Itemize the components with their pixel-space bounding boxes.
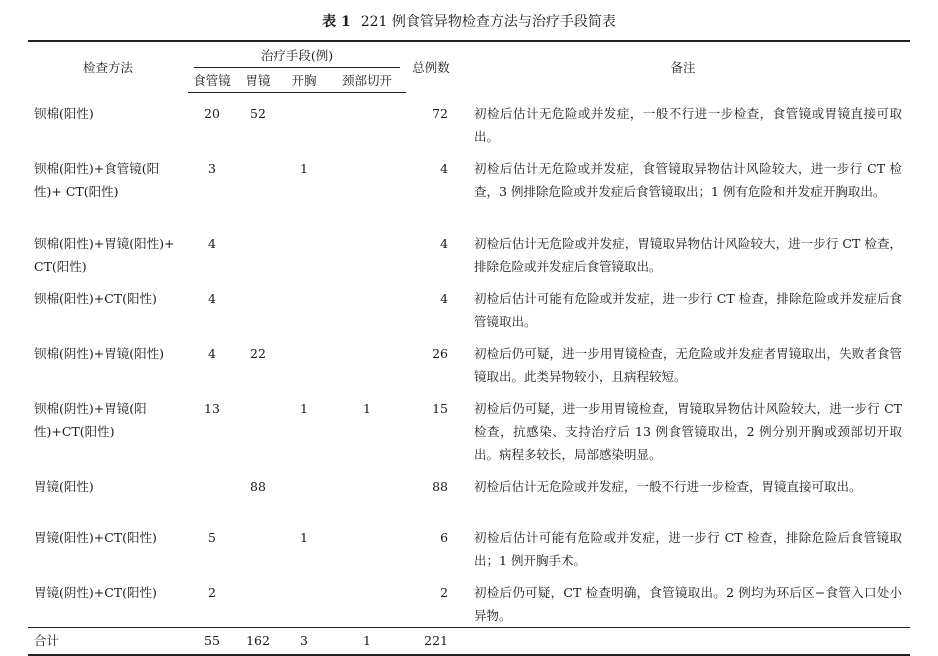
cell-neck-incision <box>328 517 406 572</box>
cell-esophagoscope: 4 <box>208 290 216 306</box>
table-row <box>28 466 910 517</box>
summary-esophagoscope: 55 <box>188 627 236 655</box>
cell-esophagoscope <box>188 466 236 517</box>
summary-row <box>28 627 910 655</box>
cell-note: 初检后估计无危险或并发症，胃镜取异物估计风险较大，进一步行 CT 检查，排除危险或并发症后食管镜取出。 <box>474 235 903 274</box>
cell-neck-incision: 1 <box>363 400 371 416</box>
cell-note: 初检后仍可疑，进一步用胃镜检查，胃镜取异物估计风险较大，进一步行 CT 检查，抗感染、支持治疗后 13 例食管镜取出，2 例分别开胸或颈部切开取出。病程多较长，局部感染明显。 <box>474 400 903 462</box>
cell-total: 2 <box>440 584 449 600</box>
cell-gastroscope <box>236 517 280 572</box>
cell-method: 胃镜(阳性)+CT(阳性) <box>34 529 157 545</box>
header-total: 总例数 <box>406 41 456 93</box>
table-row <box>28 388 910 466</box>
cell-total: 15 <box>432 400 449 416</box>
table-row <box>28 278 910 333</box>
cell-neck-incision <box>328 148 406 223</box>
cell-gastroscope: 52 <box>250 106 266 121</box>
summary-note <box>456 627 910 655</box>
cell-total: 26 <box>432 345 449 361</box>
cell-thoracotomy <box>280 333 328 388</box>
cell-gastroscope <box>236 388 280 466</box>
summary-label: 合计 <box>28 627 188 655</box>
table-caption <box>0 12 938 32</box>
cell-thoracotomy: 1 <box>300 529 308 545</box>
cell-thoracotomy <box>280 278 328 333</box>
cell-gastroscope <box>236 572 280 628</box>
header-esophagoscope: 食管镜 <box>188 68 236 93</box>
summary-gastroscope: 162 <box>236 627 280 655</box>
cell-method: 胃镜(阳性) <box>34 478 94 494</box>
cell-method: 钡棉(阴性)+胃镜(阳性) <box>34 345 164 361</box>
cell-note: 初检后估计无危险或并发症，一般不行进一步检查，胃镜直接可取出。 <box>474 478 862 494</box>
cell-thoracotomy <box>280 466 328 517</box>
cell-gastroscope <box>236 223 280 278</box>
cell-thoracotomy <box>280 93 328 148</box>
cell-neck-incision <box>328 93 406 148</box>
cell-esophagoscope: 5 <box>208 529 216 545</box>
cell-method: 钡棉(阳性)+食管镜(阳性)+ CT(阳性) <box>34 160 160 199</box>
header-gastroscope: 胃镜 <box>236 68 280 93</box>
table-row <box>28 148 910 223</box>
cell-thoracotomy: 1 <box>300 400 308 416</box>
table-row <box>28 517 910 572</box>
cell-total: 72 <box>432 105 449 121</box>
header-note: 备注 <box>456 41 910 93</box>
caption-title: 221 例食管异物检查方法与治疗手段简表 <box>360 14 616 30</box>
cell-neck-incision <box>328 278 406 333</box>
caption-label: 表 1 <box>322 14 351 30</box>
header-treatment-group: 治疗手段(例) <box>188 41 406 68</box>
cell-esophagoscope: 20 <box>204 106 220 121</box>
table-row <box>28 223 910 278</box>
cell-esophagoscope: 4 <box>208 235 216 251</box>
cell-esophagoscope: 2 <box>208 584 216 600</box>
cell-thoracotomy <box>280 572 328 628</box>
header-thoracotomy: 开胸 <box>280 68 328 93</box>
cell-note: 初检后仍可疑，CT 检查明确，食管镜取出。2 例均为环后区−食管入口处小异物。 <box>474 584 903 623</box>
cell-method: 胃镜(阴性)+CT(阳性) <box>34 584 157 600</box>
header-neck-incision: 颈部切开 <box>328 68 406 93</box>
cell-esophagoscope: 4 <box>208 345 216 361</box>
cell-total: 6 <box>440 529 449 545</box>
summary-thoracotomy: 3 <box>280 627 328 655</box>
cell-method: 钡棉(阳性) <box>34 105 94 121</box>
cell-total: 4 <box>440 235 449 251</box>
cell-total: 88 <box>432 478 449 494</box>
cell-note: 初检后估计无危险或并发症，食管镜取异物估计风险较大，进一步行 CT 检查，3 例排除危险或并发症后食管镜取出；1 例有危险和并发症开胸取出。 <box>474 160 903 199</box>
summary-neck-incision: 1 <box>328 627 406 655</box>
table-row <box>28 572 910 628</box>
cell-gastroscope: 22 <box>250 345 266 361</box>
cell-note: 初检后估计无危险或并发症，一般不行进一步检查，食管镜或胃镜直接可取出。 <box>474 105 903 144</box>
cell-neck-incision <box>328 572 406 628</box>
cell-total: 4 <box>440 160 449 176</box>
cell-note: 初检后仍可疑，进一步用胃镜检查，无危险或并发症者胃镜取出，失败者食管镜取出。此类异物较小，且病程较短。 <box>474 345 903 384</box>
cell-thoracotomy: 1 <box>300 160 308 176</box>
cell-note: 初检后估计可能有危险或并发症，进一步行 CT 检查，排除危险后食管镜取出；1 例开胸手术。 <box>474 529 903 568</box>
cell-method: 钡棉(阳性)+胃镜(阳性)+ CT(阳性) <box>34 235 175 274</box>
cell-total: 4 <box>440 290 449 306</box>
cell-neck-incision <box>328 223 406 278</box>
cell-note: 初检后估计可能有危险或并发症，进一步行 CT 检查，排除危险或并发症后食管镜取出。 <box>474 290 903 329</box>
header-method: 检查方法 <box>28 41 188 93</box>
cell-esophagoscope: 13 <box>204 400 220 416</box>
cell-neck-incision <box>328 466 406 517</box>
cell-gastroscope <box>236 278 280 333</box>
summary-total: 221 <box>406 627 456 655</box>
cell-gastroscope: 88 <box>250 478 266 494</box>
cell-thoracotomy <box>280 223 328 278</box>
cell-neck-incision <box>328 333 406 388</box>
table-row <box>28 93 910 148</box>
data-table <box>28 40 910 656</box>
cell-method: 钡棉(阳性)+CT(阳性) <box>34 290 157 306</box>
cell-method: 钡棉(阴性)+胃镜(阳性)+CT(阳性) <box>34 400 147 439</box>
cell-esophagoscope: 3 <box>208 160 216 176</box>
cell-gastroscope <box>236 148 280 223</box>
table-row <box>28 333 910 388</box>
